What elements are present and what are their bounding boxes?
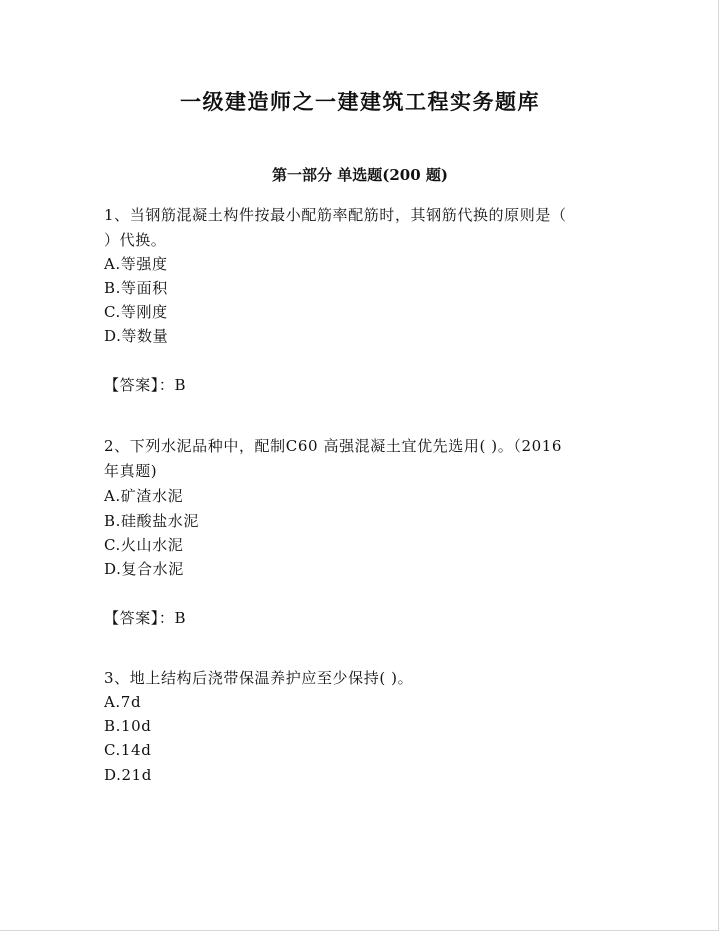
question-stem: 1、当钢筋混凝土构件按最小配筋率配筋时，其钢筋代换的原则是（ [104,206,567,224]
option-a: A.7d [104,693,142,711]
question-stem: 3、地上结构后浇带保温养护应至少保持( )。 [104,669,414,687]
option-c: C.14d [104,741,152,759]
option-b: B.硅酸盐水泥 [104,512,199,530]
question-stem-continued: 年真题) [104,462,158,480]
document-title: 一级建造师之一建建筑工程实务题库 [180,89,540,114]
answer: 【答案】：B [104,376,187,394]
question-stem: 2、下列水泥品种中，配制C60 高强混凝土宜优先选用( )。（2016 [104,437,563,455]
option-d: D.21d [104,766,152,784]
answer: 【答案】：B [104,609,187,627]
option-d: D.等数量 [104,327,169,345]
option-a: A.等强度 [104,255,168,273]
question-stem-continued: ）代换。 [104,231,167,249]
option-c: C.火山水泥 [104,536,184,554]
section-heading: 第一部分 单选题(200 题) [272,166,448,184]
option-a: A.矿渣水泥 [104,487,184,505]
option-b: B.10d [104,717,152,735]
option-c: C.等刚度 [104,303,168,321]
option-d: D.复合水泥 [104,560,184,578]
option-b: B.等面积 [104,279,168,297]
